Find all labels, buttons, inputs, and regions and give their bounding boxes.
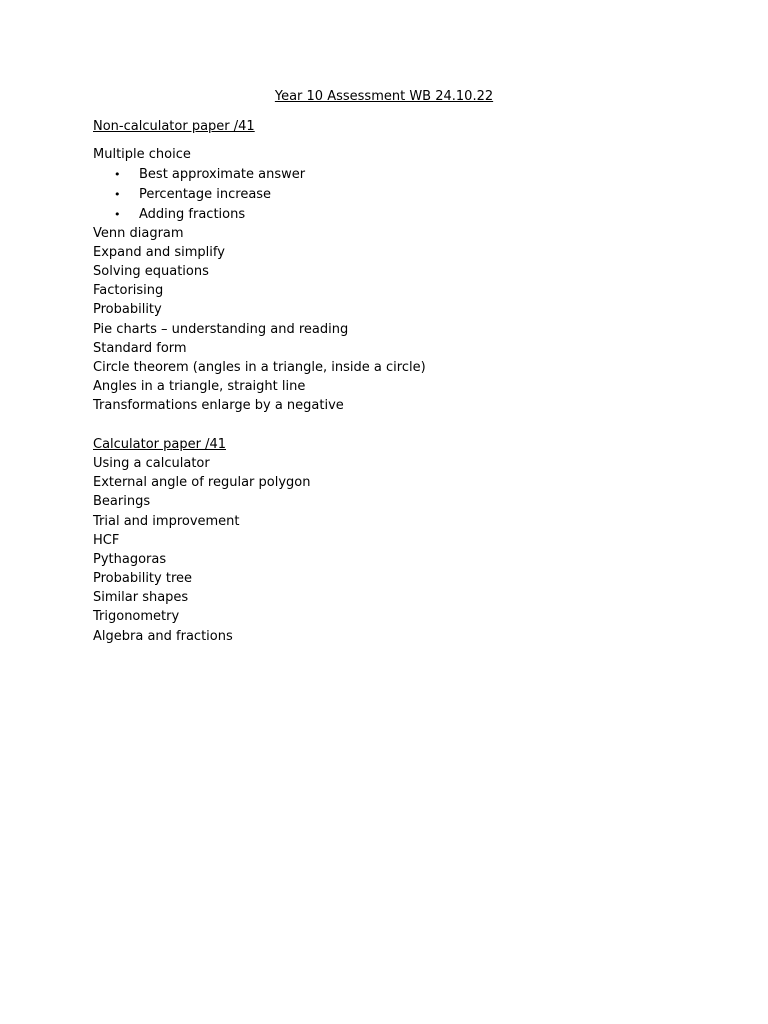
topic-item: Probability tree [93, 571, 193, 586]
bullet-item [114, 185, 271, 204]
topic-item: Standard form [93, 341, 187, 356]
bullet-item [114, 205, 245, 224]
bullet-text: Adding fractions [139, 207, 246, 222]
topic-item: Similar shapes [93, 590, 189, 605]
bullet-item [114, 165, 305, 184]
bullet-icon: • [114, 168, 121, 181]
topic-item: Pie charts – understanding and reading [93, 322, 349, 337]
topic-item: Circle theorem (angles in a triangle, inside a circle) [93, 360, 426, 375]
topic-item: Venn diagram [93, 226, 184, 241]
topic-item: Trial and improvement [93, 514, 240, 529]
topic-item: HCF [93, 533, 120, 548]
topic-item: Factorising [93, 283, 164, 298]
topic-item: Pythagoras [93, 552, 167, 567]
topic-item: Trigonometry [93, 609, 180, 624]
topic-item: Expand and simplify [93, 245, 225, 260]
topic-item: Bearings [93, 494, 151, 509]
topic-item: Solving equations [93, 264, 209, 279]
topic-item: Transformations enlarge by a negative [93, 398, 344, 413]
multiple-choice-label: Multiple choice [93, 147, 191, 162]
calculator-heading: Calculator paper /41 [93, 437, 227, 452]
topic-item: Probability [93, 302, 162, 317]
page-title: Year 10 Assessment WB 24.10.22 [274, 89, 494, 104]
topic-item: Algebra and fractions [93, 629, 233, 644]
bullet-icon: • [114, 188, 121, 201]
bullet-text: Percentage increase [139, 187, 272, 202]
non-calculator-heading: Non-calculator paper /41 [93, 119, 255, 134]
topic-item: Using a calculator [93, 456, 210, 471]
bullet-icon: • [114, 208, 121, 221]
bullet-text: Best approximate answer [139, 167, 306, 182]
topic-item: Angles in a triangle, straight line [93, 379, 306, 394]
topic-item: External angle of regular polygon [93, 475, 311, 490]
